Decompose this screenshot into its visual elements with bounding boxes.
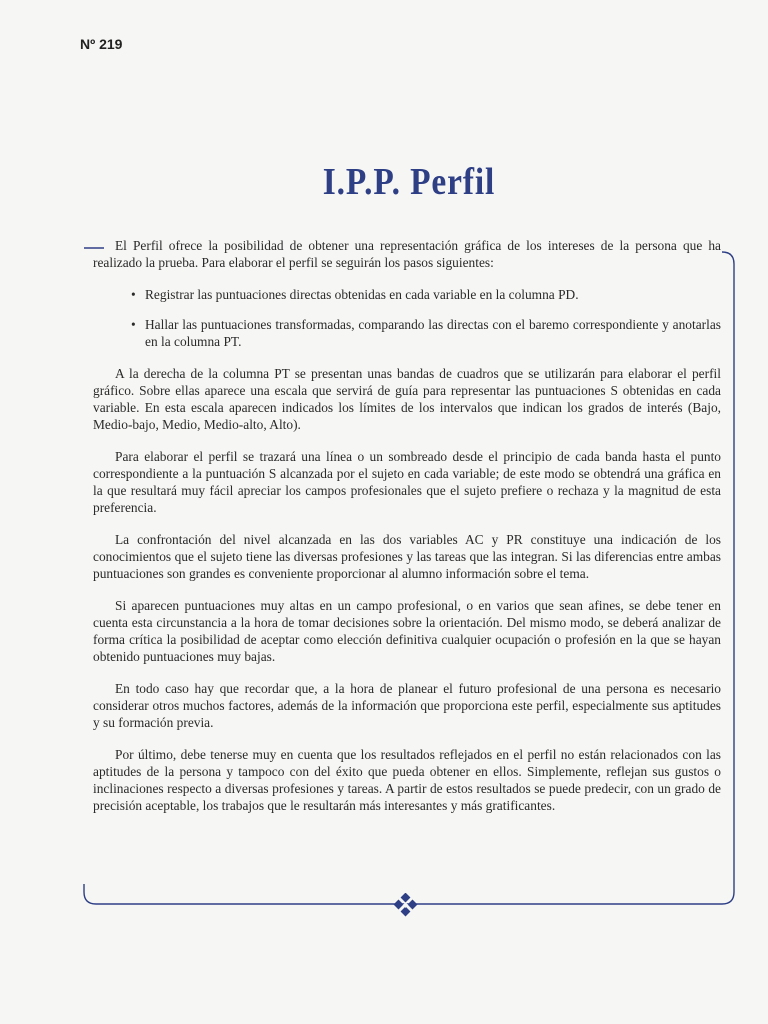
page-number: Nº 219 [80,36,123,52]
bullet-icon: • [131,287,136,302]
paragraph: A la derecha de la columna PT se presentan unas bandas de cuadros que se utilizarán para elaborar el perfil gráfico. Sobre ellas aparece una escala que servirá de guía para representar las puntuaciones S obtenidas en cada variable. En esta escala aparecen indicados los límites de los intervalos que indican los grados de interés (Bajo, Medio-bajo, Medio, Medio-alto, Alto). [93,366,721,432]
paragraph: Para elaborar el perfil se trazará una línea o un sombreado desde el principio de cada banda hasta el punto correspondiente a la puntuación S alcanzada por el sujeto en cada variable; de este modo se obtendrá una gráfica en la que resultará muy fácil apreciar los campos profesionales que el sujeto prefiere o rechaza y la magnitud de esta preferencia. [93,449,721,515]
page-title: I.P.P. Perfil [322,161,496,203]
step-text: Hallar las puntuaciones transformadas, comparando las directas con el baremo correspondiente y anotarlas en la columna PT. [145,317,721,349]
paragraph: En todo caso hay que recordar que, a la hora de planear el futuro profesional de una persona es necesario considerar otros muchos factores, además de la información que proporciona este perfil, especialmente sus aptitudes y su formación previa. [93,681,721,730]
paragraph: La confrontación del nivel alcanzada en las dos variables AC y PR constituye una indicación de los conocimientos que el sujeto tiene las diversas profesiones y las tareas que las integran. Si las diferencias entre ambas puntuaciones son grandes es conveniente proporcionar al alumno información sobre el tema. [93,532,721,581]
list-item [93,316,721,350]
step-text: Registrar las puntuaciones directas obtenidas en cada variable en la columna PD. [145,287,579,302]
steps-list [93,286,721,350]
paragraph: Por último, debe tenerse muy en cuenta que los resultados reflejados en el perfil no están relacionados con las aptitudes de la persona y tampoco con del éxito que pueda obtener en ellos. Simplemente, reflejan sus gustos o inclinaciones respecto a diversas profesiones y tareas. A partir de estos resultados se puede predecir, con un grado de precisión aceptable, los trabajos que le resultarán más interesantes y más gratificantes. [93,747,721,813]
body-text [93,237,721,829]
list-item [93,286,721,303]
intro-paragraph: El Perfil ofrece la posibilidad de obtener una representación gráfica de los intereses de la persona que ha realizado la prueba. Para elaborar el perfil se seguirán los pasos siguientes: [93,238,721,270]
diamond-ornament-icon [392,893,420,926]
bullet-icon: • [131,317,136,332]
paragraph: Si aparecen puntuaciones muy altas en un campo profesional, o en varios que sean afines, se debe tener en cuenta esta circunstancia a la hora de tomar decisiones sobre la orientación. Del mismo modo, se deberá analizar de forma crítica la posibilidad de aceptar como elección definitiva cualquier ocupación o profesión en la que se hayan obtenido puntuaciones muy bajas. [93,598,721,664]
